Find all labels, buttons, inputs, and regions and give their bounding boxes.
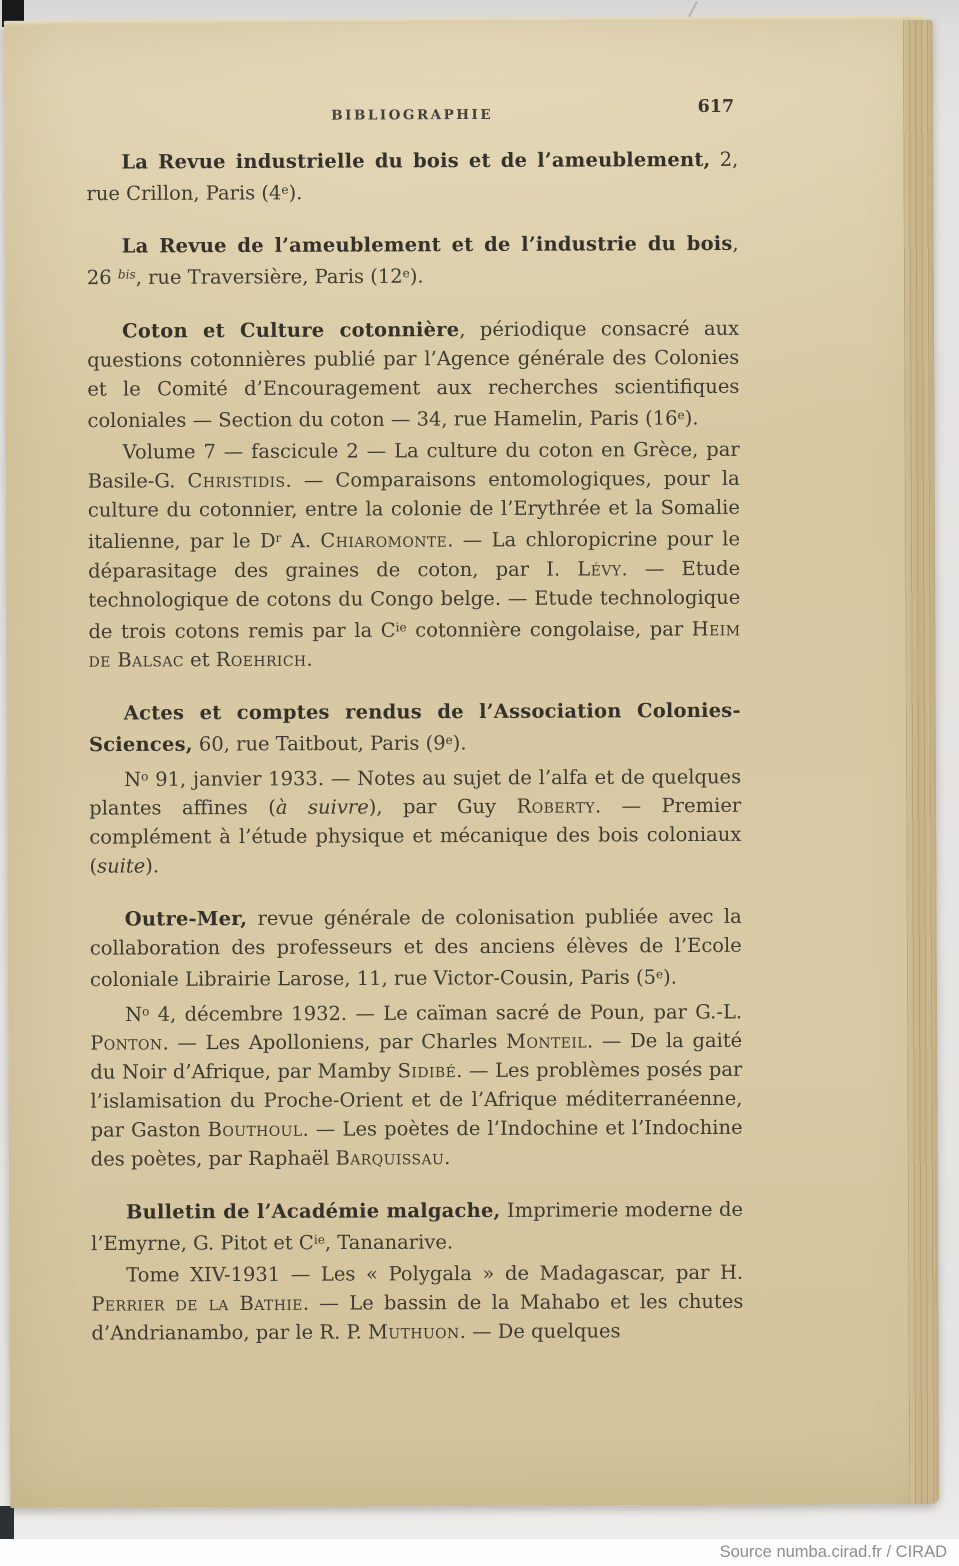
text-run: , 26 bbox=[86, 232, 739, 290]
bibliography-paragraph bbox=[87, 314, 740, 435]
bibliography-text bbox=[86, 145, 743, 1348]
text-run: ). bbox=[663, 965, 677, 989]
author-name: Bouthoul bbox=[207, 1117, 303, 1142]
bibliography-paragraph bbox=[90, 902, 742, 994]
text-run: revue générale de colonisation publiée avec la collaboration des professeurs et des anciens élèves de l’Ecole coloniale Librairie Larose, 11, rue Victor-Cousin, Paris (5 bbox=[89, 904, 742, 992]
source-credit-bar bbox=[0, 1539, 959, 1566]
author-name: Chiaromonte bbox=[320, 528, 448, 553]
author-name: Heim de Balsac bbox=[88, 617, 741, 672]
author-name: Monteil bbox=[506, 1029, 588, 1053]
text-run: . — La chloropicrine pour le déparasitage des graines de coton, par I. bbox=[88, 527, 741, 583]
text-run: . — Le bassin de la Mahabo et les chutes d’Andrianambo, par le R. P. bbox=[91, 1290, 744, 1346]
bibliography-paragraph bbox=[91, 1258, 743, 1348]
text-run: . — Les problèmes posés par l’islamisation du Proche-Orient et de l’Afrique méditerranéenne, par Gaston bbox=[90, 1057, 743, 1142]
page-number: 617 bbox=[697, 96, 735, 118]
bibliography-paragraph bbox=[89, 696, 741, 759]
text-run: , rue Traversière, Paris (12 bbox=[135, 265, 403, 290]
text-run: ie bbox=[313, 1232, 325, 1247]
text-run: ). bbox=[409, 265, 424, 289]
text-run: . — De quelques bbox=[459, 1319, 621, 1344]
text-run: . — Comparaisons entomologiques, pour la culture du cotonnier, entre la colonie de l’Erythrée et la Somalie italienne, par le D bbox=[87, 467, 740, 554]
bibliography-paragraph bbox=[91, 1195, 743, 1258]
text-run: ie bbox=[395, 620, 407, 635]
text-run: La Revue industrielle du bois et de l’ameublement, bbox=[121, 147, 711, 174]
text-run: 60, rue Taitbout, Paris (9 bbox=[192, 731, 446, 756]
text-run: Bulletin de l’Académie malgache, bbox=[125, 1198, 501, 1224]
book-page bbox=[4, 20, 939, 1508]
source-credit: Source numba.cirad.fr / CIRAD bbox=[719, 1543, 947, 1561]
text-run: Outre-Mer, bbox=[124, 907, 248, 931]
text-run: e bbox=[677, 407, 685, 422]
text-run: e bbox=[445, 733, 453, 748]
text-run: Coton et Culture cotonnière bbox=[122, 317, 460, 343]
text-run: ), par Guy bbox=[368, 794, 517, 819]
author-name: Perrier de la Bathie bbox=[91, 1292, 303, 1317]
text-run: ). bbox=[145, 854, 160, 878]
text-run: suite bbox=[97, 854, 146, 878]
text-run: et bbox=[183, 648, 216, 672]
author-name: Muthuon bbox=[367, 1320, 460, 1344]
author-name: Barquissau bbox=[335, 1146, 445, 1170]
text-run: ). bbox=[288, 181, 303, 205]
text-run: 91, janvier 1933. — Notes au sujet de l’alfa et de quelques plantes affines ( bbox=[89, 764, 742, 820]
text-run: Volume 7 — fascicule 2 — La culture du coton en Grèce, par Basile-G. bbox=[87, 438, 740, 493]
author-name: Roberty bbox=[516, 794, 595, 818]
text-run: La Revue de l’ameublement et de l’industrie du bois bbox=[121, 232, 733, 258]
text-run: 2, rue Crillon, Paris (4 bbox=[86, 147, 739, 206]
text-run: . — De la gaité du Noir d’Afrique, par Mamby bbox=[90, 1028, 743, 1084]
author-name: Sidibé bbox=[397, 1059, 457, 1083]
text-run: Imprimerie moderne de l’Emyrne, G. Pitot et C bbox=[91, 1197, 744, 1256]
author-name: Christidis bbox=[187, 469, 286, 493]
text-run: A. bbox=[281, 529, 321, 553]
text-run: e bbox=[281, 182, 289, 197]
text-run: r bbox=[275, 531, 282, 546]
text-run: . — Premier complément à l’étude physique et mécanique des bois coloniaux ( bbox=[89, 793, 742, 878]
page-top-edge bbox=[4, 15, 924, 26]
bibliography-paragraph bbox=[89, 759, 742, 880]
text-run: . — Etude technologique de cotons du Congo belge. — Etude technologique de trois cotons remis par la C bbox=[88, 556, 741, 643]
bibliography-paragraph bbox=[87, 229, 739, 292]
text-run: ). bbox=[452, 731, 467, 755]
text-run: ). bbox=[684, 406, 699, 430]
text-run: bis bbox=[117, 267, 136, 282]
text-run: , périodique consacré aux questions cotonnières publié par l’Agence générale des Colonies et le Comité d’Encouragement aux recherches scientifiques coloniales — Section du coton — 34, rue Hamelin, Paris (16 bbox=[87, 316, 740, 432]
author-name: Roehrich bbox=[215, 647, 307, 672]
text-run: . bbox=[444, 1146, 451, 1170]
text-run: . — Les poètes de l’Indochine et l’Indochine des poètes, par Raphaël bbox=[90, 1115, 743, 1171]
text-run: 4, décembre 1932. — Le caïman sacré de Poun, par G.-L. bbox=[149, 999, 743, 1026]
text-run: , Tananarive. bbox=[324, 1230, 454, 1255]
text-run: Actes et comptes rendus de l’Association Colonies-Sciences, bbox=[88, 699, 741, 757]
text-run: . bbox=[306, 647, 313, 671]
bibliography-paragraph bbox=[86, 145, 738, 208]
running-title: BIBLIOGRAPHIE bbox=[331, 106, 494, 124]
text-run: o bbox=[141, 769, 149, 784]
author-name: Lévy bbox=[577, 557, 622, 581]
text-run: à suivre bbox=[275, 795, 369, 819]
text-run: . — Les Apolloniens, par Charles bbox=[162, 1029, 507, 1055]
text-run: cotonnière congolaise, par bbox=[406, 617, 692, 642]
page-content bbox=[86, 97, 743, 1348]
text-run: N bbox=[124, 767, 142, 791]
scan-edge-artifact-bottom-left bbox=[0, 1506, 14, 1539]
bibliography-paragraph bbox=[88, 435, 741, 675]
text-run: e bbox=[402, 266, 410, 281]
text-run: Tome XIV-1931 — Les « Polygala » de Madagascar, par H. bbox=[126, 1261, 744, 1287]
page-stack-edge bbox=[903, 20, 939, 1504]
author-name: Ponton bbox=[90, 1031, 163, 1055]
running-header bbox=[86, 97, 738, 124]
text-run: e bbox=[655, 967, 664, 982]
text-run: N bbox=[125, 1002, 143, 1026]
text-run: o bbox=[142, 1003, 150, 1018]
bibliography-paragraph bbox=[90, 994, 743, 1173]
